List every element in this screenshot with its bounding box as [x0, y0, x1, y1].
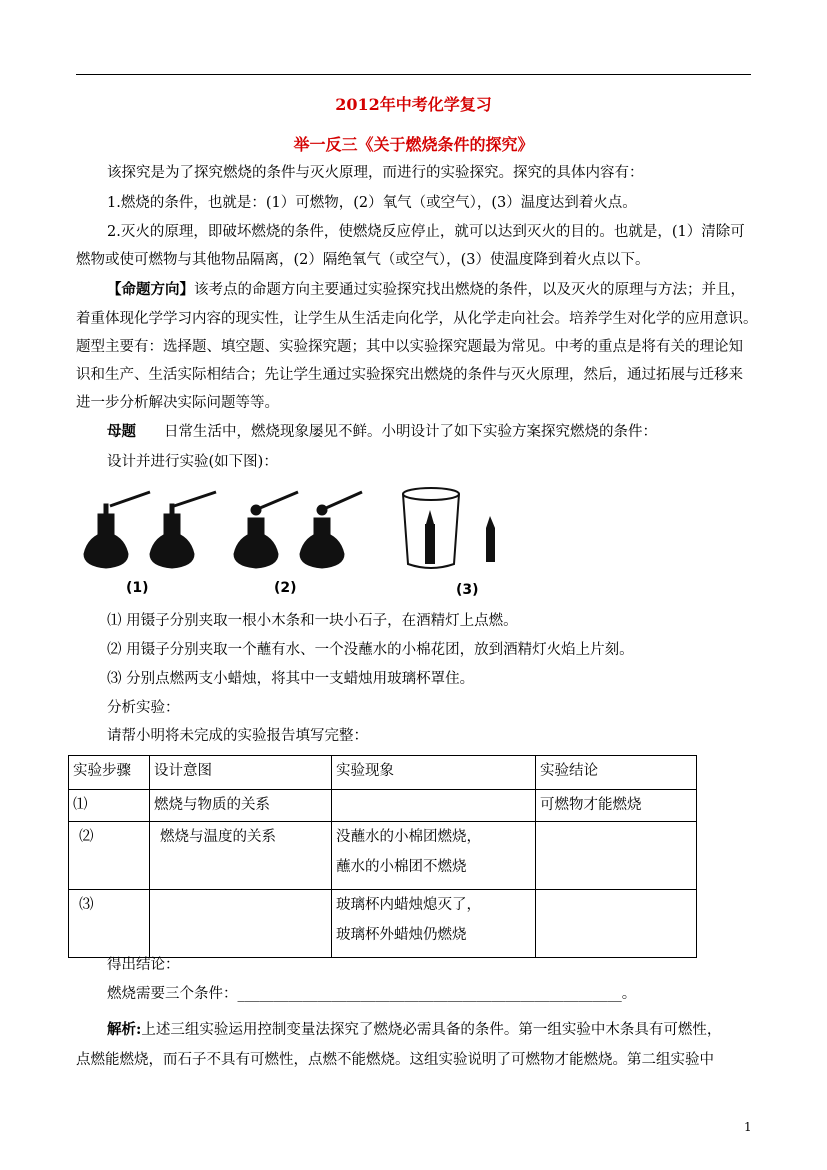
- direction-para-line-5: 进一步分析解决实际问题等等。: [76, 395, 279, 411]
- step-2: ⑵ 用镊子分别夹取一个蘸有水、一个没蘸水的小棉花团，放到酒精灯火焰上片刻。: [107, 642, 634, 658]
- table-cell: [536, 890, 697, 958]
- table-cell: 可燃物才能燃烧: [536, 790, 697, 822]
- answer-label: 解析:: [107, 1021, 142, 1038]
- alcohol-lamp-icon: [150, 504, 194, 568]
- table-cell: ⑶: [69, 890, 150, 958]
- design-text: 设计并进行实验(如下图)：: [107, 454, 278, 470]
- table-row: [69, 890, 697, 958]
- table-cell: ⑵: [69, 822, 150, 890]
- alcohol-lamp-icon: [84, 504, 128, 568]
- mother-text: 日常生活中，燃烧现象屡见不鲜。小明设计了如下实验方案探究燃烧的条件：: [164, 424, 657, 440]
- table-cell: [150, 890, 332, 958]
- table-header: 设计意图: [150, 756, 332, 790]
- answer-line-1: [107, 1020, 721, 1040]
- alcohol-lamp-icon: [234, 505, 278, 568]
- table-cell: 燃烧与温度的关系: [150, 822, 332, 890]
- page-title: 2012年中考化学复习: [335, 95, 492, 114]
- direction-para-line-2: 着重体现化学学习内容的现实性，让学生从生活走向化学，从化学走向社会。培养学生对化学的应用意识。: [76, 311, 758, 327]
- conclusion-line: 燃烧需要三个条件：_____________________________________________________。: [107, 986, 637, 1002]
- cell-line: 玻璃杯外蜡烛仍燃烧: [336, 927, 467, 943]
- direction-text: 该考点的命题方向主要通过实验探究找出燃烧的条件，以及灭火的原理与方法；并且，: [194, 282, 745, 298]
- conclusion-label: 得出结论：: [107, 957, 180, 973]
- intro-text: 该探究是为了探究燃烧的条件与灭火原理，而进行的实验探究。探究的具体内容有：: [107, 165, 644, 181]
- table-header: 实验结论: [536, 756, 697, 790]
- table-header: 实验现象: [332, 756, 536, 790]
- table-row: [69, 790, 697, 822]
- answer-line-2: 点燃能燃烧，而石子不具有可燃性，点燃不能燃烧。这组实验说明了可燃物才能燃烧。第二组实验中: [76, 1052, 714, 1068]
- direction-label: 【命题方向】: [107, 281, 194, 298]
- step-3: ⑶ 分别点燃两支小蜡烛，将其中一支蜡烛用玻璃杯罩住。: [107, 671, 475, 687]
- point-2-line-2: 燃物或使可燃物与其他物品隔离，(2）隔绝氧气（或空气），(3）使温度降到着火点以下。: [76, 252, 650, 268]
- direction-para-line-3: 题型主要有：选择题、填空题、实验探究题；其中以实验探究题最为常见。中考的重点是将有关的理论知: [76, 339, 743, 355]
- cell-line: 蘸水的小棉团不燃烧: [336, 859, 467, 875]
- direction-para-line-1: [107, 280, 745, 300]
- table-cell: 燃烧与物质的关系: [150, 790, 332, 822]
- step-1: ⑴ 用镊子分别夹取一根小木条和一块小石子，在酒精灯上点燃。: [107, 613, 518, 629]
- figure-label-1: (1): [126, 580, 149, 596]
- candle-icon: [486, 528, 495, 562]
- table-cell: [332, 822, 536, 890]
- table-cell: [536, 822, 697, 890]
- alcohol-lamp-icon: [300, 505, 344, 568]
- answer-text: 上述三组实验运用控制变量法探究了燃烧必需具备的条件。第一组实验中木条具有可燃性，: [141, 1022, 722, 1038]
- figure-label-3: (3): [456, 582, 479, 598]
- table-cell: [332, 890, 536, 958]
- point-2-line-1: 2.灭火的原理，即破坏燃烧的条件，使燃烧反应停止，就可以达到灭火的目的。也就是，(1）清除可: [107, 224, 745, 240]
- point-1: 1.燃烧的条件，也就是：(1）可燃物，(2）氧气（或空气），(3）温度达到着火点。: [107, 195, 637, 211]
- mother-question: [107, 422, 657, 442]
- figure-label-2: (2): [274, 580, 297, 596]
- experiment-report-table: [68, 755, 697, 958]
- page-number: 1: [744, 1120, 752, 1134]
- table-header-row: [69, 756, 697, 790]
- cell-line: 玻璃杯内蜡烛熄灭了，: [336, 897, 481, 913]
- table-cell: ⑴: [69, 790, 150, 822]
- mother-label: 母题: [107, 423, 136, 440]
- table-cell: [332, 790, 536, 822]
- direction-para-line-4: 识和生产、生活实际相结合；先让学生通过实验探究出燃烧的条件与灭火原理，然后，通过拓展与迁移来: [76, 367, 743, 383]
- table-header: 实验步骤: [69, 756, 150, 790]
- table-row: [69, 822, 697, 890]
- candle-icon: [425, 524, 435, 564]
- experiment-figure: [76, 484, 506, 602]
- report-request: 请帮小明将未完成的实验报告填写完整：: [107, 728, 368, 744]
- cell-line: 没蘸水的小棉团燃烧，: [336, 829, 481, 845]
- page-subtitle: 举一反三《关于燃烧条件的探究》: [293, 135, 534, 154]
- analysis-label: 分析实验：: [107, 700, 180, 716]
- header-rule: [76, 74, 751, 75]
